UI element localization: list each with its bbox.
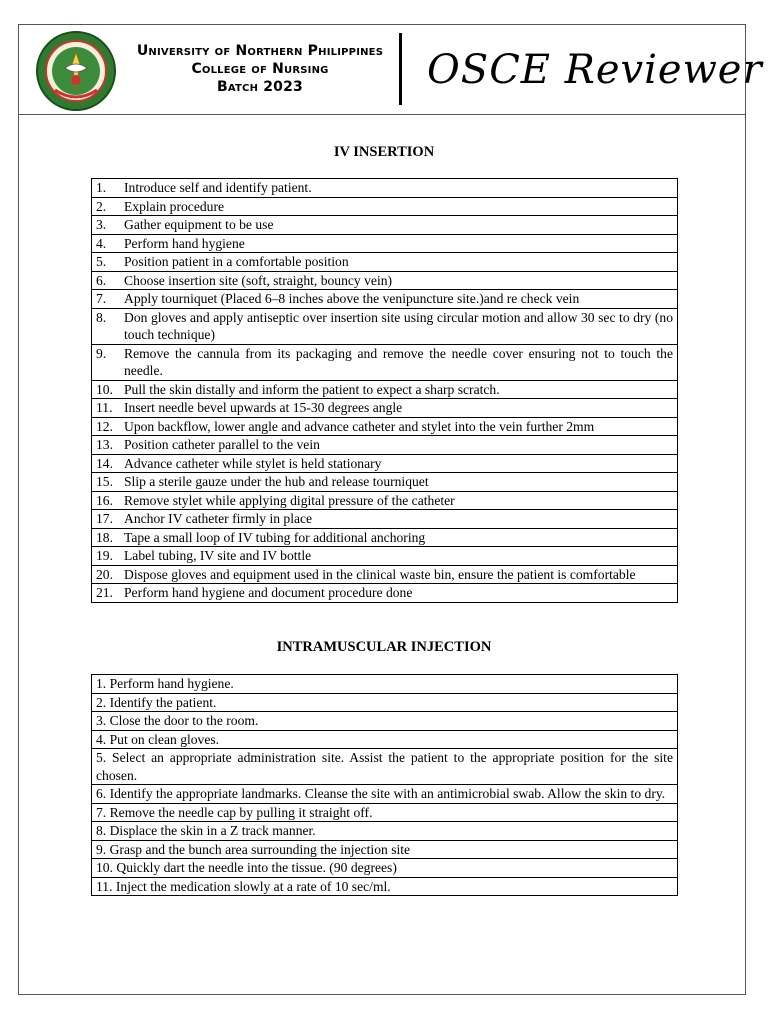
table-row <box>92 491 678 510</box>
step-text: 5. Select an appropriate administration site. Assist the patient to the appropriate position for the site chosen. <box>92 749 678 785</box>
step-text: 6. Identify the appropriate landmarks. Cleanse the site with an antimicrobial swab. Allow the skin to dry. <box>92 785 678 804</box>
table-row <box>92 877 678 896</box>
step-number: 12. <box>96 418 113 434</box>
step-text: Choose insertion site (soft, straight, bouncy vein) <box>124 272 393 288</box>
step-number: 14. <box>96 455 113 471</box>
step-number: 20. <box>96 566 113 582</box>
step-text: Tape a small loop of IV tubing for additional anchoring <box>124 529 426 545</box>
step-cell <box>92 253 678 272</box>
table-row <box>92 417 678 436</box>
step-cell <box>92 197 678 216</box>
step-text: Position catheter parallel to the vein <box>124 437 320 452</box>
table-row <box>92 675 678 694</box>
iv-insertion-steps-table <box>91 178 678 603</box>
step-text: Slip a sterile gauze under the hub and release tourniquet <box>124 474 429 489</box>
step-cell <box>92 565 678 584</box>
step-cell <box>92 234 678 253</box>
college-seal-logo <box>35 30 117 112</box>
section-title-intramuscular-injection: INTRAMUSCULAR INJECTION <box>276 639 492 655</box>
step-text: Gather equipment to be use <box>124 217 274 232</box>
batch-label: Batch 2023 <box>216 79 303 95</box>
table-row <box>92 216 678 235</box>
section-title-iv-insertion: IV INSERTION <box>333 144 435 160</box>
step-number: 19. <box>96 548 113 563</box>
step-cell <box>92 308 678 344</box>
step-number: 17. <box>96 511 113 526</box>
step-text: Pull the skin distally and inform the patient to expect a sharp scratch. <box>124 381 500 397</box>
step-number: 4. <box>96 235 107 251</box>
table-row <box>92 510 678 529</box>
table-row <box>92 179 678 198</box>
step-number: 11. <box>96 400 113 415</box>
step-cell <box>92 436 678 455</box>
step-cell <box>92 290 678 309</box>
step-text: Advance catheter while stylet is held stationary <box>124 455 382 471</box>
step-cell <box>92 271 678 290</box>
step-text: Perform hand hygiene <box>124 235 245 251</box>
table-row <box>92 730 678 749</box>
step-text: Perform hand hygiene and document procedure done <box>124 585 413 600</box>
step-cell <box>92 510 678 529</box>
step-text: 10. Quickly dart the needle into the tissue. (90 degrees) <box>92 859 678 878</box>
step-cell <box>92 179 678 198</box>
step-number: 8. <box>96 309 107 325</box>
step-number: 7. <box>96 291 107 306</box>
step-text: Dispose gloves and equipment used in the clinical waste bin, ensure the patient is comfortable <box>124 566 636 582</box>
step-text: Upon backflow, lower angle and advance catheter and stylet into the vein further 2mm <box>124 418 595 434</box>
step-text: Remove the cannula from its packaging and remove the needle cover ensuring not to touch the needle. <box>124 345 673 378</box>
step-text: Position patient in a comfortable position <box>124 254 349 269</box>
step-text: 7. Remove the needle cap by pulling it straight off. <box>92 803 678 822</box>
step-cell <box>92 473 678 492</box>
table-row <box>92 197 678 216</box>
step-text: 1. Perform hand hygiene. <box>92 675 678 694</box>
step-text: 9. Grasp and the bunch area surrounding the injection site <box>92 840 678 859</box>
step-text: 4. Put on clean gloves. <box>92 730 678 749</box>
step-text: 8. Displace the skin in a Z track manner. <box>92 822 678 841</box>
step-cell <box>92 216 678 235</box>
step-text: Introduce self and identify patient. <box>124 180 312 195</box>
step-cell <box>92 380 678 399</box>
header-divider <box>399 33 402 105</box>
table-row <box>92 712 678 731</box>
step-text: Anchor IV catheter firmly in place <box>124 511 313 526</box>
table-row <box>92 528 678 547</box>
step-text: 2. Identify the patient. <box>92 693 678 712</box>
step-number: 13. <box>96 437 113 452</box>
step-cell <box>92 491 678 510</box>
table-row <box>92 547 678 566</box>
table-row <box>92 271 678 290</box>
table-row <box>92 308 678 344</box>
table-row <box>92 234 678 253</box>
table-row <box>92 436 678 455</box>
brand-title: OSCE Reviewer <box>427 47 763 93</box>
step-number: 6. <box>96 272 107 288</box>
table-row <box>92 290 678 309</box>
table-row <box>92 473 678 492</box>
step-number: 21. <box>96 585 113 600</box>
table-row <box>92 803 678 822</box>
step-cell <box>92 399 678 418</box>
step-text: Explain procedure <box>124 198 225 214</box>
school-name-block <box>124 42 396 96</box>
table-row <box>92 785 678 804</box>
college-name: College of Nursing <box>191 61 329 77</box>
table-row <box>92 454 678 473</box>
table-row <box>92 584 678 603</box>
step-cell <box>92 344 678 380</box>
step-text: Insert needle bevel upwards at 15-30 degrees angle <box>124 400 403 415</box>
table-row <box>92 749 678 785</box>
table-row <box>92 344 678 380</box>
table-row <box>92 380 678 399</box>
table-row <box>92 253 678 272</box>
table-row <box>92 693 678 712</box>
table-row <box>92 565 678 584</box>
table-row <box>92 840 678 859</box>
step-cell <box>92 547 678 566</box>
step-text: Don gloves and apply antiseptic over insertion site using circular motion and allow 30 sec to dry (no touch technique) <box>124 309 673 342</box>
step-number: 18. <box>96 529 113 545</box>
step-number: 10. <box>96 381 113 397</box>
step-cell <box>92 454 678 473</box>
intramuscular-steps-table <box>91 674 678 896</box>
step-text: Remove stylet while applying digital pressure of the catheter <box>124 492 455 508</box>
university-name: University of Northern Philippines <box>136 43 384 59</box>
step-text: Label tubing, IV site and IV bottle <box>124 548 312 563</box>
step-number: 5. <box>96 254 107 269</box>
step-cell <box>92 528 678 547</box>
step-text: 11. Inject the medication slowly at a rate of 10 sec/ml. <box>92 877 678 896</box>
step-text: 3. Close the door to the room. <box>92 712 678 731</box>
table-row <box>92 859 678 878</box>
step-cell <box>92 417 678 436</box>
table-row <box>92 822 678 841</box>
document-header <box>19 25 763 115</box>
step-number: 2. <box>96 198 107 214</box>
step-text: Apply tourniquet (Placed 6–8 inches above the venipuncture site.)and re check vein <box>124 291 580 306</box>
step-number: 16. <box>96 492 113 508</box>
table-row <box>92 399 678 418</box>
step-number: 15. <box>96 474 113 489</box>
step-number: 3. <box>96 217 107 232</box>
step-number: 1. <box>96 180 107 195</box>
step-number: 9. <box>96 345 107 361</box>
step-cell <box>92 584 678 603</box>
